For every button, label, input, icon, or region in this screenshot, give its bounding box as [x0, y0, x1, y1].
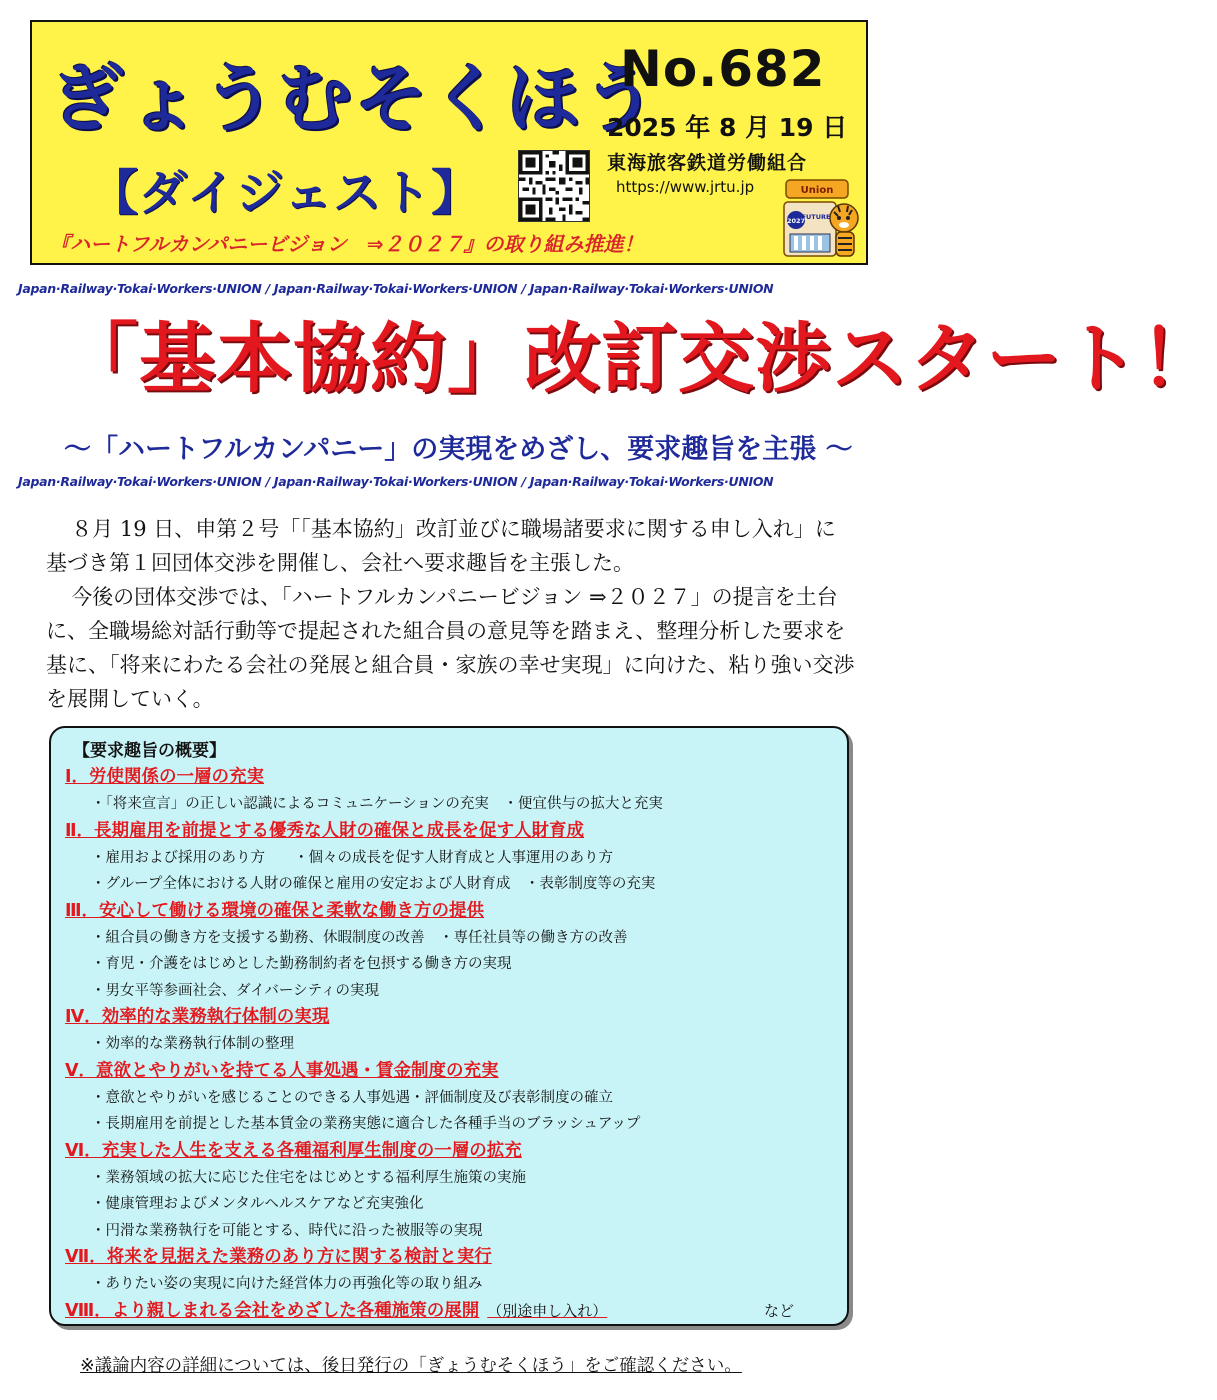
- union-ribbon-bottom: Japan·Railway·Tokai·Workers·UNION / Japan·Railway·Tokai·Workers·UNION / Japan·Railway·Tokai·Workers·UNION: [18, 474, 774, 489]
- summary-section: [65, 1058, 840, 1138]
- section-heading: Ⅵ．充実した人生を支える各種福利厚生制度の一層の拡充: [65, 1140, 522, 1161]
- headline: 「基本協約」改訂交渉スタート！: [62, 314, 1217, 403]
- section-heading: Ⅳ．効率的な業務執行体制の実現: [65, 1007, 330, 1027]
- section-item: ・雇用および採用のあり方 ・個々の成長を促す人財育成と人事運用のあり方: [91, 849, 613, 866]
- section-item: ・グループ全体における人財の確保と雇用の安定および人財育成 ・表彰制度等の充実: [91, 876, 656, 892]
- summary-section: [65, 1004, 840, 1058]
- section-item: ・長期雇用を前提とした基本賃金の業務実態に適合した各種手当のブラッシュアップ: [91, 1116, 641, 1132]
- union-url[interactable]: https://www.jrtu.jp: [616, 178, 755, 196]
- summary-section: [65, 1244, 840, 1298]
- mascot-union-label: Union: [800, 185, 834, 196]
- summary-section: [65, 898, 840, 1005]
- section-item: ・意欲とやりがいを感じることのできる人事処遇・評価制度及び表彰制度の確立: [91, 1089, 613, 1106]
- section-item: ・男女平等参画社会、ダイバーシティの実現: [91, 982, 379, 999]
- summary-section: [65, 1138, 840, 1245]
- section-item: ・育児・介護をはじめとした勤務制約者を包摂する働き方の実現: [91, 956, 512, 972]
- union-ribbon-top: Japan·Railway·Tokai·Workers·UNION / Japan·Railway·Tokai·Workers·UNION / Japan·Railway·Tokai·Workers·UNION: [18, 281, 774, 296]
- issue-date: 2025 年 8 月 19 日: [607, 113, 848, 142]
- section-heading: Ⅲ．安心して働ける環境の確保と柔軟な働き方の提供: [65, 900, 485, 921]
- vision-slogan: 『ハートフルカンパニービジョン ⇒２０２７』の取り組み推進！: [50, 232, 644, 256]
- summary-section: [65, 1298, 840, 1325]
- summary-section: [65, 764, 840, 818]
- section-heading: Ⅷ．より親しまれる会社をめざした各種施策の展開: [65, 1300, 480, 1321]
- section-trailing: など: [763, 1301, 794, 1320]
- issue-number: No.682: [620, 40, 826, 98]
- subheadline: ～「ハートフルカンパニー」の実現をめざし、要求趣旨を主張 ～: [64, 434, 853, 465]
- qr-code-icon[interactable]: [518, 150, 590, 222]
- newsletter-title: ぎょうむそくほう: [50, 56, 658, 142]
- summary-title: 【要求趣旨の概要】: [73, 741, 226, 761]
- section-note: （別途申し入れ）: [487, 1301, 608, 1320]
- mascot-sign-label: FUTURE: [801, 213, 831, 221]
- footer-note: ※議論内容の詳細については、後日発行の「ぎょうむそくほう」をご確認ください。: [80, 1356, 742, 1376]
- section-heading: Ⅰ．労使関係の一層の充実: [65, 767, 265, 787]
- section-heading: Ⅴ．意欲とやりがいを持てる人事処遇・賃金制度の充実: [65, 1060, 499, 1081]
- section-item: ・組合員の働き方を支援する勤務、休暇制度の改善 ・専任社員等の働き方の改善: [91, 929, 628, 946]
- masthead: [30, 20, 868, 265]
- section-item: ・「将来宣言」の正しい認識によるコミュニケーションの充実 ・便宜供与の拡大と充実: [91, 796, 663, 812]
- demand-summary-box: [49, 726, 849, 1326]
- mascot-badge-label: 2027: [786, 217, 806, 225]
- tiger-mascot-icon: [780, 176, 862, 262]
- body-paragraph: ８月 19 日、申第２号「「基本協約」改訂並びに職場諸要求に関する申し入れ」に基づき第１回団体交渉を開催し、会社へ要求趣旨を主張した。: [46, 517, 836, 575]
- body-paragraph: 今後の団体交渉では、「ハートフルカンパニービジョン ⇒２０２７」の提言を土台に、全職場総対話行動等で提起された組合員の意見等を踏まえ、整理分析した要求を基に、「将来にわたる会社の発展と組合員・家族の幸せ実現」に向けた、粘り強い交渉を展開していく。: [46, 585, 855, 711]
- summary-section-list: [65, 764, 840, 1325]
- section-item: ・効率的な業務執行体制の整理: [91, 1036, 294, 1052]
- summary-section: [65, 818, 840, 898]
- union-name: 東海旅客鉄道労働組合: [607, 152, 808, 174]
- digest-label: 【ダイジェスト】: [90, 165, 481, 221]
- section-item: ・円滑な業務執行を可能とする、時代に沿った被服等の実現: [91, 1222, 483, 1239]
- section-heading: Ⅶ．将来を見据えた業務のあり方に関する検討と実行: [65, 1247, 492, 1267]
- section-heading: Ⅱ．長期雇用を前提とする優秀な人財の確保と成長を促す人財育成: [65, 820, 585, 841]
- section-item: ・健康管理およびメンタルヘルスケアなど充実強化: [91, 1196, 424, 1212]
- section-item: ・ありたい姿の実現に向けた経営体力の再強化等の取り組み: [91, 1276, 483, 1292]
- section-item: ・業務領域の拡大に応じた住宅をはじめとする福利厚生施策の実施: [91, 1169, 526, 1186]
- article-body: [46, 512, 856, 716]
- section-heading-row: [65, 1298, 840, 1325]
